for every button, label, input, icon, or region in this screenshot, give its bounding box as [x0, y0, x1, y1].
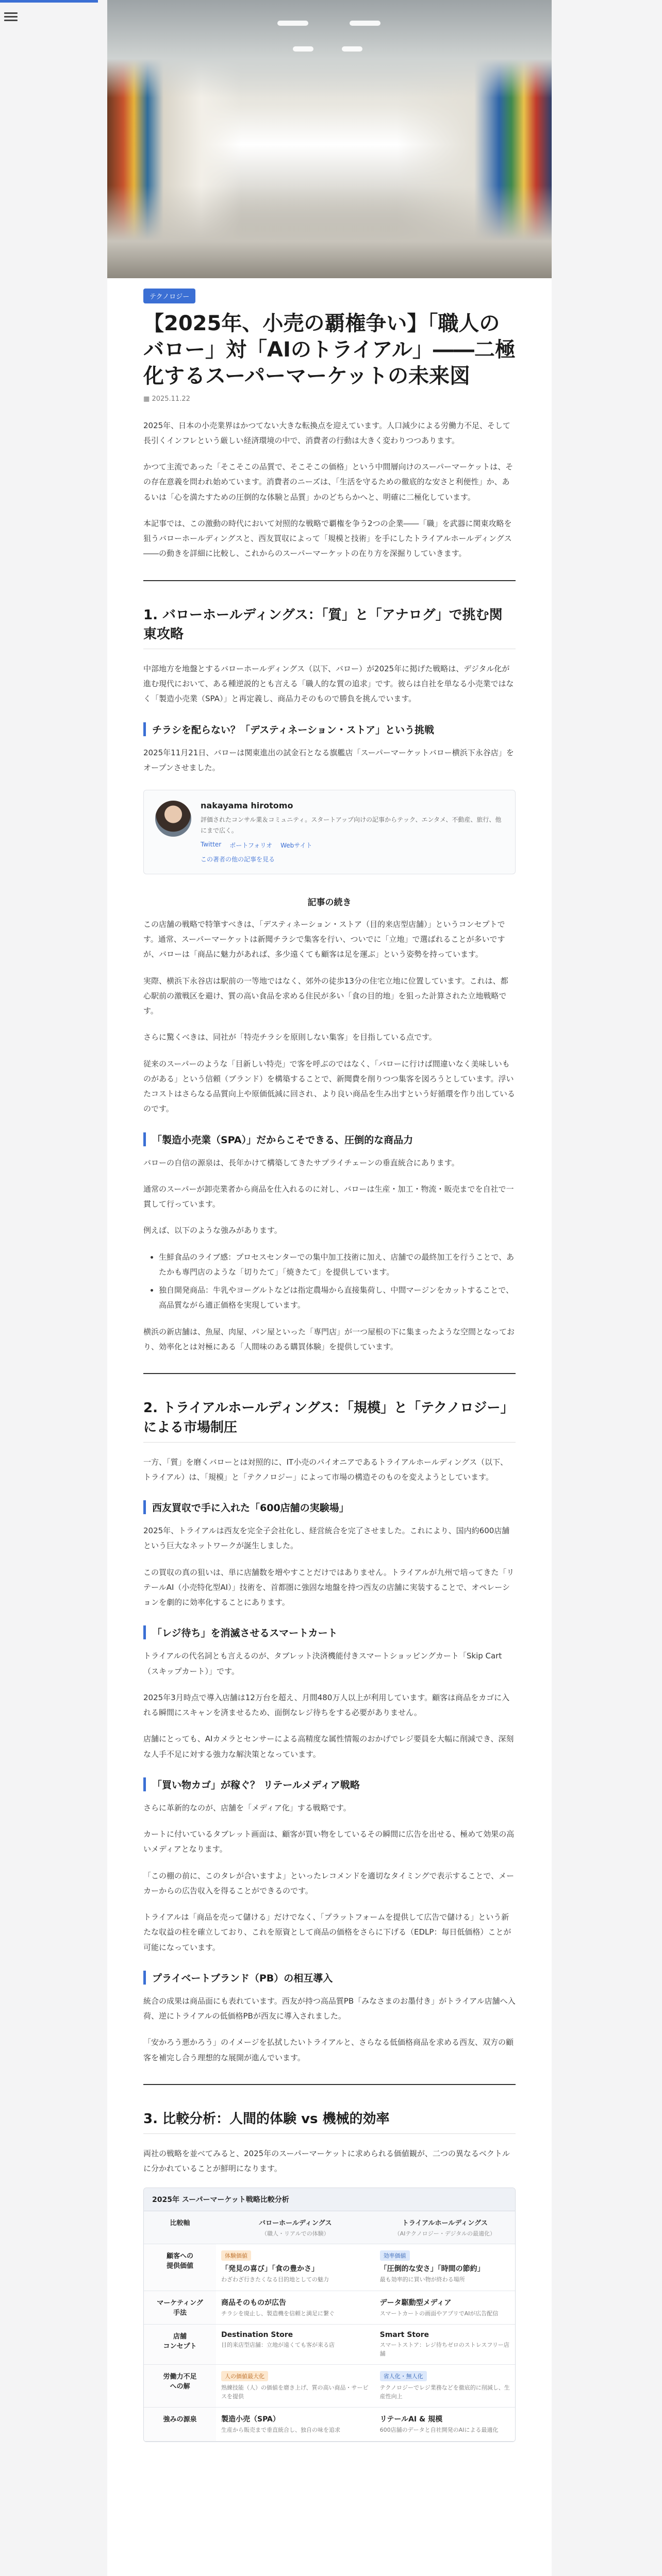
subheading: 「レジ待ち」を消滅させるスマートカート: [143, 1625, 516, 1639]
table-cell-main: 製造小売（SPA）: [221, 2415, 280, 2424]
table-cell-badge: 省人化・無人化: [380, 2371, 427, 2381]
author-link-portfolio[interactable]: ポートフォリオ: [229, 841, 273, 849]
paragraph: 横浜の新店舗は、魚屋、肉屋、パン屋といった「専門店」が一つ屋根の下に集まったような空間となっており、効率化とは対極にある「人間味のある購買体験」を提供しています。: [143, 1327, 515, 1351]
paragraph: 2025年3月時点で導入店舗は12万台を超え、月間480万人以上が利用しています。顧客は商品をカゴに入れる瞬間にスキャンを済ませるため、面倒なレジ待ちをする必要がありません。: [143, 1692, 510, 1718]
paragraph: 店舗にとっても、AIカメラとセンサーによる高精度な属性情報のおかげでレジ要員を大幅に削減でき、深刻な人手不足に対する強力な解決策となっています。: [143, 1734, 514, 1759]
table-cell-sub: わざわざ行きたくなる目的地としての魅力: [221, 2276, 329, 2283]
paragraph: 両社の戦略を並べてみると、2025年のスーパーマーケットに求められる価値観が、二つの異なるベクトルに分かれていることが鮮明になります。: [143, 2148, 510, 2173]
table-header-valor-sub: （職人・リアルでの体験）: [261, 2230, 329, 2238]
section-heading-trial: 2. トライアルホールディングス：「規模」と「テクノロジー」による市場制圧: [143, 1399, 516, 1442]
author-link-website[interactable]: Webサイト: [280, 841, 312, 849]
article-body: [143, 289, 516, 2442]
table-cell-right: [375, 2325, 515, 2365]
paragraph: 実際、横浜下永谷店は駅前の一等地ではなく、郊外の徒歩13分の住宅立地に位置しています。これは、都心駅前の激戦区を避け、質の高い食品を求める住民が多い「食の目的地」を狙った計算された立地戦略です。: [143, 976, 508, 1016]
table-header-valor-name: バローホールディングス: [259, 2219, 332, 2228]
table-row-label: 顧客への 提供価値: [144, 2244, 216, 2291]
table-header-trial: [375, 2211, 515, 2244]
table-cell-right: [375, 2291, 515, 2325]
hamburger-menu-icon[interactable]: [4, 10, 18, 22]
section-heading-comparison: 3. 比較分析：人間的体験 vs 機械的効率: [143, 2110, 516, 2134]
table-cell-main: Smart Store: [379, 2331, 429, 2340]
paragraph: 例えば、以下のような強みがあります。: [143, 1226, 282, 1235]
subheading: プライベートブランド（PB）の相互導入: [143, 1971, 516, 1985]
table-cell-left: [216, 2408, 375, 2442]
publish-date-text: 2025.11.22: [152, 395, 190, 403]
table-cell-main: リテールAI & 規模: [379, 2415, 443, 2424]
bullet-list: [143, 1250, 516, 1313]
publish-date: [143, 395, 516, 403]
table-cell-sub: テクノロジーでレジ業務などを徹底的に削減し、生産性向上: [379, 2384, 510, 2400]
table-cell-sub: スマートカートの画面やアプリでAIが広告配信: [379, 2310, 499, 2317]
paragraph: この店舗の戦略で特筆すべきは、「デスティネーション・ストア（目的来店型店舗）」というコンセプトです。通常、スーパーマーケットは新聞チラシで集客を行い、ついでに「立地」で選ばれることが多いですが、バローは「商品に魅力があれば、多少遠くても顧客は足を運ぶ」という姿勢を持っています。: [143, 919, 505, 959]
table-row: [144, 2244, 515, 2291]
table-caption: 2025年 スーパーマーケット戦略比較分析: [144, 2188, 515, 2211]
continue-heading: 記事の続き: [307, 897, 352, 908]
section-divider: [143, 580, 516, 581]
author-avatar: [155, 801, 191, 837]
article-title: 【2025年、小売の覇権争い】「職人のバロー」対「AIのトライアル」――二極化するスーパーマーケットの未来図: [143, 312, 516, 388]
table-row-label: 労働力不足 への解: [144, 2365, 216, 2408]
paragraph: 2025年11月21日、バローは関東進出の試金石となる旗艦店「スーパーマーケットバロー横浜下永谷店」をオープンさせました。: [143, 748, 514, 772]
reading-progress-bar: [0, 0, 98, 3]
table-cell-sub: 目的来店型店舗：立地が遠くても客が来る店: [221, 2342, 335, 2349]
table-row: [144, 2365, 515, 2408]
intro-paragraph: かつて主流であった「そこそこの品質で、そこそこの価格」という中間層向けのスーパーマーケットは、その存在意義を問われ始めています。消費者のニーズは、「生活を守るための徹底的な安さと利便性」か、あるいは「心を満たすための圧倒的な体験と品質」かのどちらかへと、明確に二極化しています。: [143, 462, 514, 502]
subheading: チラシを配らない？「デスティネーション・ストア」という挑戦: [143, 722, 516, 736]
paragraph: 「この棚の前に、このタレが合いますよ」といったレコメンドを適切なタイミングで表示することで、メーカーからの広告収入を得ることができるのです。: [143, 1871, 515, 1895]
table-cell-left: [216, 2291, 375, 2325]
paragraph: 「安かろう悪かろう」のイメージを払拭したいトライアルと、さらなる低価格商品を求める西友、双方の顧客を補完し合う理想的な展開が進んでいます。: [143, 2038, 514, 2062]
category-tag[interactable]: テクノロジー: [143, 289, 195, 303]
comparison-table: [143, 2188, 516, 2442]
table-cell-main: Destination Store: [221, 2331, 293, 2340]
table-cell-left: [216, 2325, 375, 2365]
list-item: • 生鮮食品のライブ感：プロセスセンターでの集中加工技術に加え、店舗での最終加工を行うことで、あたかも専門店のような「切りたて」「焼きたて」を提供しています。: [159, 1250, 516, 1280]
paragraph: 一方、「質」を磨くバローとは対照的に、IT小売のパイオニアであるトライアルホールディングス（以下、トライアル）は、「規模」と「テクノロジー」によって市場の構造そのものを変えようとしています。: [143, 1457, 508, 1482]
table-header-trial-name: トライアルホールディングス: [402, 2219, 488, 2228]
paragraph: カートに付いているタブレット画面は、顧客が買い物をしているその瞬間に広告を出せる、極めて効果の高いメディアとなります。: [143, 1829, 515, 1854]
paragraph: さらに驚くべきは、同社が「特売チラシを原則しない集客」を目指している点です。: [143, 1032, 437, 1042]
section-divider: [143, 1373, 516, 1374]
paragraph: 中部地方を地盤とするバローホールディングス（以下、バロー）が2025年に掲げた戦略は、デジタル化が進む現代において、ある種逆説的とも言える「職人的な質の追求」です。彼らは自社を単なる小売業ではなく「製造小売業（SPA）」と再定義し、商品力そのもので勝負を挑んでいます。: [143, 664, 514, 704]
author-card: [143, 790, 516, 874]
table-cell-right: [375, 2365, 515, 2408]
table-header-axis: 比較軸: [144, 2211, 216, 2244]
calendar-icon: ▦: [143, 395, 150, 403]
table-cell-main: データ駆動型メディア: [379, 2298, 452, 2307]
table-cell-sub: チラシを廃止し、製造機を信頼と満足に繋ぐ: [221, 2310, 335, 2317]
author-name: nakayama hirotomo: [201, 801, 293, 811]
table-cell-right: [375, 2244, 515, 2291]
table-cell-badge: 体験価値: [221, 2250, 251, 2261]
section-divider: [143, 2084, 516, 2085]
subheading: 「製造小売業（SPA）」だからこそできる、圧倒的な商品力: [143, 1132, 516, 1146]
paragraph: 従来のスーパーのような「目新しい特売」で客を呼ぶのではなく、「バローに行けば間違いなく美味しいものがある」という信頼（ブランド）を構築することで、新聞費を削りつつ集客を図ろうとしています。浮いたコストはさらなる品質向上や原価低減に回され、より良い商品を生み出すという好循環を作り出しているのです。: [143, 1059, 515, 1114]
table-cell-sub: 最も効率的に買い物が終わる場所: [379, 2276, 465, 2283]
table-row-label: 店舗 コンセプト: [144, 2325, 216, 2365]
table-row: [144, 2325, 515, 2365]
paragraph: トライアルは「商品を売って儲ける」だけでなく、「プラットフォームを提供して広告で儲ける」という新たな収益の柱を確立しており、これを原資として商品の価格をさらに下げる（EDLP：毎日低価格）ことが可能になっています。: [143, 1912, 511, 1952]
section-heading-valor: 1. バローホールディングス：「質」と「アナログ」で挑む関東攻略: [143, 606, 516, 649]
intro-paragraph: 本記事では、この激動の時代において対照的な戦略で覇権を争う2つの企業――「職」を武器に関東攻略を狙うバローホールディングスと、西友買収によって「規模と技術」を手にしたトライアルホールディングス――の動きを詳細に比較し、これからのスーパーマーケットの在り方を深掘りしていきます。: [143, 518, 512, 558]
table-cell-left: [216, 2244, 375, 2291]
table-header-trial-sub: （AIテクノロジー・デジタルの最適化）: [394, 2230, 496, 2238]
intro-paragraph: 2025年、日本の小売業界はかつてない大きな転換点を迎えています。人口減少による労働力不足、そして長引くインフレという厳しい経済環境の中で、消費者の行動は大きく変わりつつあります。: [143, 420, 510, 445]
table-row: [144, 2291, 515, 2325]
paragraph: 2025年、トライアルは西友を完全子会社化し、経営統合を完了させました。これにより、国内約600店舗という巨大なネットワークが誕生しました。: [143, 1526, 510, 1551]
article-container: [107, 0, 552, 2576]
paragraph: この買収の真の狙いは、単に店舗数を増やすことだけではありません。トライアルが九州で培ってきた「リテールAI（小売特化型AI）」技術を、首都圏に強固な地盤を持つ西友の店舗に実装することで、オペレーションを劇的に効率化することにあります。: [143, 1567, 515, 1607]
table-cell-badge: 効率価値: [380, 2250, 410, 2261]
paragraph: トライアルの代名詞とも言えるのが、タブレット決済機能付きスマートショッピングカート「Skip Cart（スキップカート）」です。: [143, 1651, 502, 1676]
author-links: [201, 841, 504, 850]
author-more-link[interactable]: この著者の他の記事を見る: [201, 855, 275, 863]
table-header-valor: [216, 2211, 375, 2244]
table-row-label: マーケティング 手法: [144, 2291, 216, 2325]
paragraph: 統合の成果は商品面にも表れています。西友が持つ高品質PB「みなさまのお墨付き」がトライアル店舗へ入荷、逆にトライアルの低価格PBが西友に導入されました。: [143, 1996, 516, 2021]
table-cell-sub: 熟練技能（人）の価値を磨き上げ、質の高い商品・サービスを提供: [221, 2384, 369, 2400]
table-cell-left: [216, 2365, 375, 2408]
table-cell-right: [375, 2408, 515, 2442]
paragraph: さらに革新的なのが、店舗を「メディア化」する戦略です。: [143, 1803, 351, 1812]
table-cell-sub: スマートストア：レジ待ちゼロのストレスフリー店舗: [379, 2342, 509, 2357]
table-cell-main: 「発見の喜び」「食の豊かさ」: [221, 2265, 319, 2274]
table-row-label: 強みの源泉: [144, 2408, 216, 2442]
list-item: • 独自開発商品：牛乳やヨーグルトなどは指定農場から直接集荷し、中間マージンをカットすることで、高品質ながら適正価格を実現しています。: [159, 1283, 516, 1313]
subheading: 西友買収で手に入れた「600店舗の実験場」: [143, 1500, 516, 1514]
hero-image-supermarket-aisle: [107, 0, 552, 278]
table-cell-main: 商品そのものが広告: [221, 2298, 286, 2307]
paragraph: 通常のスーパーが卸売業者から商品を仕入れるのに対し、バローは生産・加工・物流・販売までを自社で一貫して行っています。: [143, 1184, 514, 1209]
table-cell-sub: 生産から販売まで垂直統合し、独自の味を追求: [221, 2427, 340, 2434]
subheading: 「買い物カゴ」が稼ぐ？ リテールメディア戦略: [143, 1777, 516, 1791]
table-cell-badge: 人の価値最大化: [221, 2371, 268, 2381]
paragraph: バローの自信の源泉は、長年かけて構築してきたサプライチェーンの垂直統合にあります。: [143, 1158, 459, 1167]
table-row: [144, 2408, 515, 2442]
author-bio: 評価されたコンサル業＆コミュニティ。スタートアップ向けの記事からテック、エンタメ、不動産、旅行、他にまで広く。: [201, 816, 502, 834]
table-cell-sub: 600店舗のデータと自社開発のAIによる最適化: [379, 2427, 499, 2434]
author-link-twitter[interactable]: Twitter: [201, 840, 222, 848]
table-cell-main: 「圧倒的な安さ」「時間の節約」: [379, 2265, 485, 2274]
